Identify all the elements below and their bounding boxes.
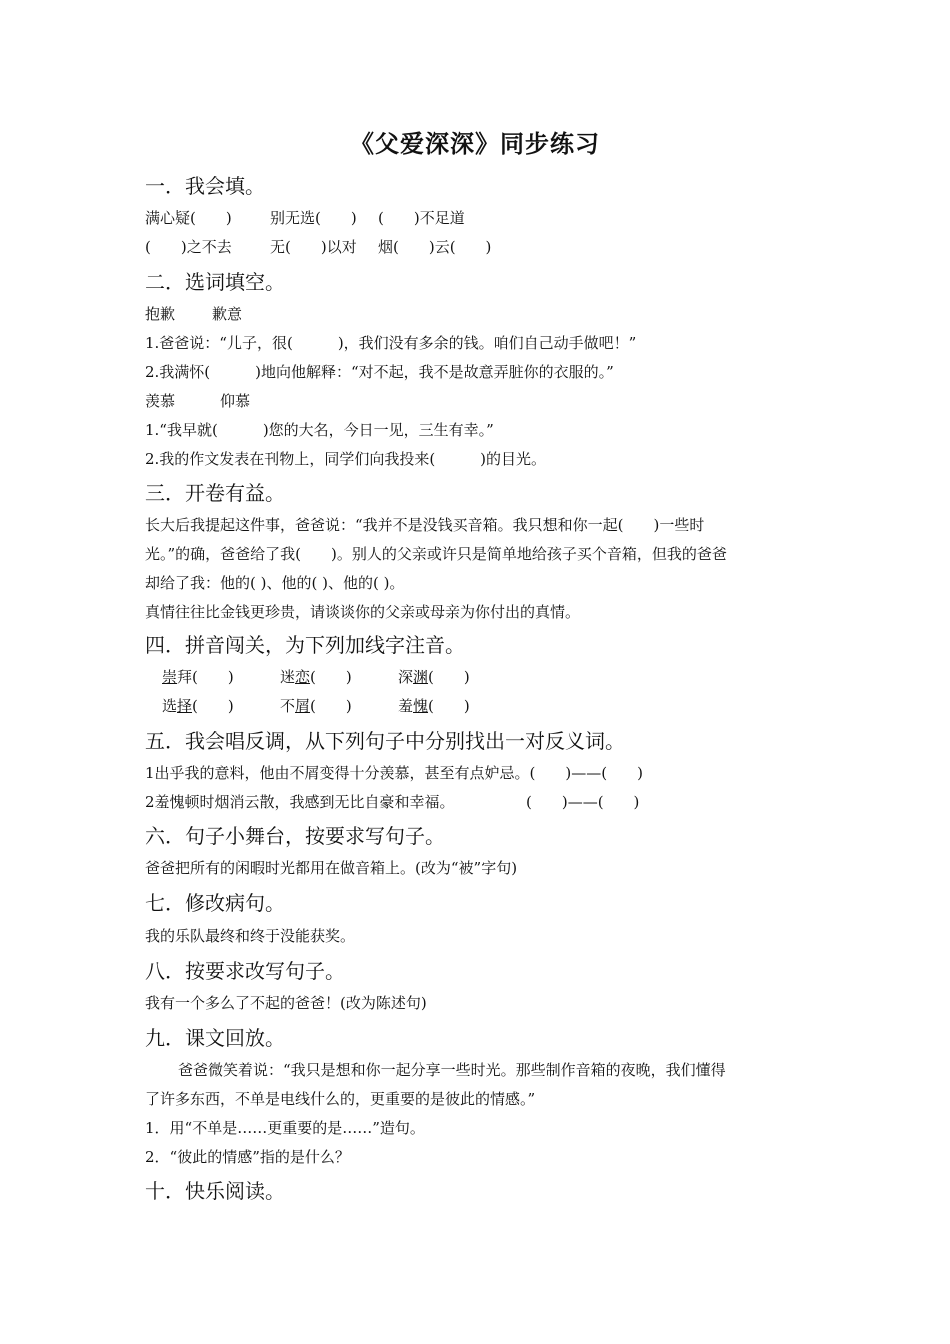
section-2-heading: 二．选词填空。 xyxy=(145,270,285,294)
question-line: 1.爸爸说：“儿子，很( )，我们没有多余的钱。咱们自己动手做吧！” xyxy=(145,334,637,352)
pinyin-item-pre: 迷 xyxy=(280,668,296,686)
question-line: 2.我的作文发表在刊物上，同学们向我投来( )的目光。 xyxy=(145,450,547,468)
pinyin-item xyxy=(162,695,234,716)
fill-item: 烟( )云( ) xyxy=(378,238,492,256)
pinyin-item-pre: 选 xyxy=(162,697,178,715)
question-line: 2.我满怀( )地向他解释：“对不起，我不是故意弄脏你的衣服的。” xyxy=(145,363,614,381)
pinyin-item-post: ( ) xyxy=(310,668,352,686)
pinyin-item xyxy=(398,666,470,687)
paragraph-line: 长大后我提起这件事，爸爸说：“我并不是没钱买音箱。我只想和你一起( )一些时 xyxy=(145,516,705,534)
word-choice: 抱歉 xyxy=(145,305,176,323)
fill-item: 别无选( ) xyxy=(270,209,357,227)
section-8-heading: 八．按要求改写句子。 xyxy=(145,959,345,983)
fill-item: 无( )以对 xyxy=(270,238,357,256)
paragraph-line: 真情往往比金钱更珍贵，请谈谈你的父亲或母亲为你付出的真情。 xyxy=(145,603,581,621)
underlined-char: 恋 xyxy=(295,668,311,686)
section-1-heading: 一．我会填。 xyxy=(145,174,265,198)
page-title: 《父爱深深》同步练习 xyxy=(350,129,600,158)
pinyin-item-post: ( ) xyxy=(428,668,470,686)
section-5-heading: 五．我会唱反调，从下列句子中分别找出一对反义词。 xyxy=(145,729,625,753)
section-10-heading: 十．快乐阅读。 xyxy=(145,1179,285,1203)
underlined-char: 崇 xyxy=(162,668,178,686)
pinyin-item-post: ( ) xyxy=(192,697,234,715)
paragraph-line: 爸爸微笑着说：“我只是想和你一起分享一些时光。那些制作音箱的夜晚，我们懂得 xyxy=(178,1061,726,1079)
word-choice: 仰慕 xyxy=(220,392,251,410)
question-line: 我的乐队最终和终于没能获奖。 xyxy=(145,927,356,945)
pinyin-item-post: ( ) xyxy=(310,697,352,715)
question-line: 我有一个多么了不起的爸爸！(改为陈述句) xyxy=(145,994,427,1012)
antonym-blanks: ( )——( ) xyxy=(526,793,640,811)
underlined-char: 屑 xyxy=(295,697,311,715)
pinyin-item-pre: 羞 xyxy=(398,697,414,715)
fill-item: ( )不足道 xyxy=(378,209,465,227)
pinyin-item-pre: 不 xyxy=(280,697,296,715)
paragraph-line: 了许多东西，不单是电线什么的，更重要的是彼此的情感。” xyxy=(145,1090,536,1108)
pinyin-item-post: 拜( ) xyxy=(177,668,234,686)
question-line: 1.“我早就( )您的大名，今日一见，三生有幸。” xyxy=(145,421,494,439)
fill-item: 满心疑( ) xyxy=(145,209,232,227)
paragraph-line: 光。”的确，爸爸给了我( )。别人的父亲或许只是简单地给孩子买个音箱，但我的爸爸 xyxy=(145,545,727,563)
pinyin-item xyxy=(162,666,234,687)
pinyin-item xyxy=(280,695,352,716)
underlined-char: 择 xyxy=(177,697,193,715)
section-7-heading: 七．修改病句。 xyxy=(145,891,285,915)
paragraph-line: 却给了我：他的( )、他的( )、他的( )。 xyxy=(145,574,405,592)
question-line: 2羞愧顿时烟消云散，我感到无比自豪和幸福。 xyxy=(145,793,455,811)
word-choice: 羡慕 xyxy=(145,392,176,410)
question-line: 爸爸把所有的闲暇时光都用在做音箱上。(改为“被”字句) xyxy=(145,859,518,877)
question-line: 1出乎我的意料，他由不屑变得十分羡慕，甚至有点妒忌。( )——( ) xyxy=(145,764,643,782)
underlined-char: 愧 xyxy=(413,697,429,715)
pinyin-item-post: ( ) xyxy=(428,697,470,715)
pinyin-item xyxy=(398,695,470,716)
word-choice: 歉意 xyxy=(212,305,243,323)
pinyin-item-pre: 深 xyxy=(398,668,414,686)
section-3-heading: 三．开卷有益。 xyxy=(145,481,285,505)
section-4-heading: 四．拼音闯关，为下列加线字注音。 xyxy=(145,633,465,657)
section-9-heading: 九．课文回放。 xyxy=(145,1026,285,1050)
question-line: 2．“彼此的情感”指的是什么？ xyxy=(145,1148,350,1166)
underlined-char: 渊 xyxy=(413,668,429,686)
section-6-heading: 六．句子小舞台，按要求写句子。 xyxy=(145,824,445,848)
pinyin-item xyxy=(280,666,352,687)
question-line: 1．用“不单是……更重要的是……”造句。 xyxy=(145,1119,425,1137)
fill-item: ( )之不去 xyxy=(145,238,232,256)
